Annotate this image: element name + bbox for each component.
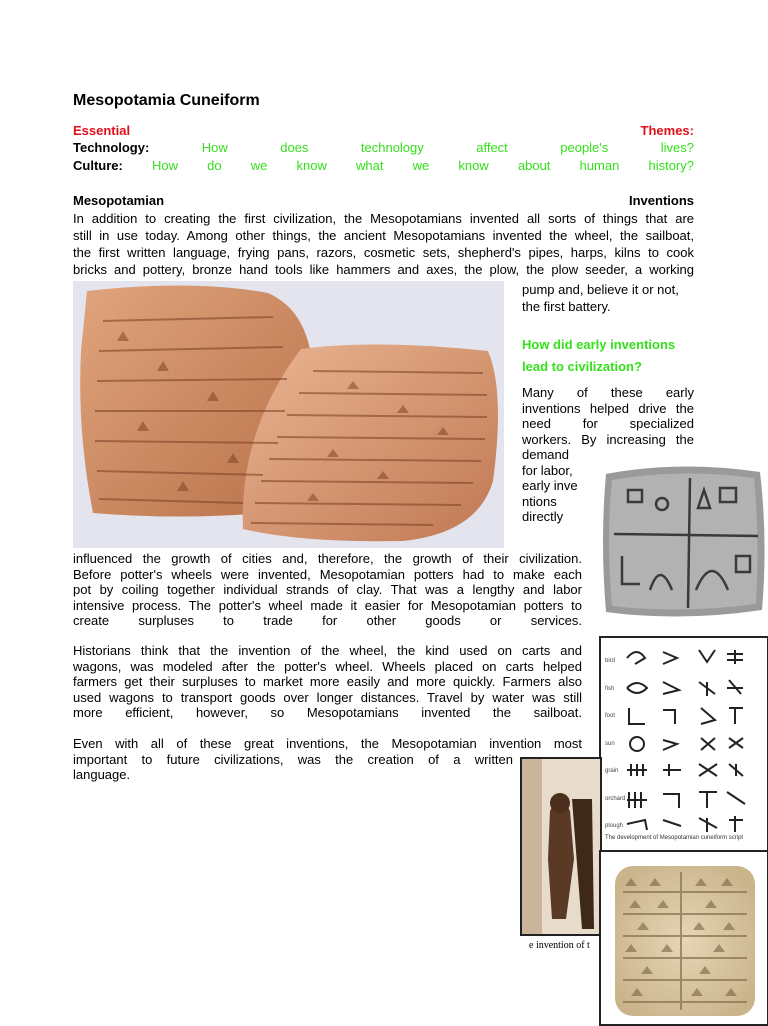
technology-word: people's xyxy=(560,140,609,155)
intro-line: the first written language, frying pans, razors, cosmetic sets, shepherd's pipes, harps, kilns to cook xyxy=(73,245,694,260)
culture-word: what xyxy=(356,158,384,173)
row-label: foot xyxy=(605,713,616,719)
final-paragraph xyxy=(73,736,582,783)
culture-word: do xyxy=(207,158,222,173)
technology-word: does xyxy=(280,140,309,155)
row-label: sun xyxy=(605,740,615,747)
wheel-paragraph xyxy=(73,643,582,721)
culture-word: we xyxy=(412,158,430,173)
row-label: bird xyxy=(605,658,616,664)
intro-line: bricks and pottery, bronze hand tools like hammers and axes, the plow, the plow seeder, a working xyxy=(73,262,694,277)
row-label: orchard xyxy=(605,795,626,802)
body-line: Before potter's wheels were invented, Mesopotamian potters had to make each xyxy=(73,566,582,582)
pictographic-tablet-image xyxy=(600,460,768,622)
intro-line: still in use today. Among other things, the ancient Mesopotamians invented the wheel, the sailboat, xyxy=(73,228,694,243)
technology-word: How xyxy=(201,140,228,155)
culture-word: How xyxy=(151,158,178,173)
section-heading-left: Mesopotamian xyxy=(73,193,165,208)
page-title: Mesopotamia Cuneiform xyxy=(73,92,260,109)
intro-paragraph xyxy=(73,210,694,278)
body-line: pot by coiling together individual strands of clay. That was a lengthy and labor xyxy=(73,582,582,597)
narrow-column xyxy=(522,447,600,525)
statue-image xyxy=(520,757,602,936)
chart-caption: The development of Mesopotamian cuneiform script xyxy=(605,835,744,841)
culture-word: human xyxy=(579,158,620,173)
final-line: Even with all of these great inventions, the Mesopotamian invention most xyxy=(73,736,582,751)
wheel-line: used wagons to transport goods over longer distances. Travel by water was still xyxy=(73,689,582,705)
right-line: need for specialized xyxy=(522,416,694,431)
technology-word: lives? xyxy=(660,140,694,155)
intro-line: In addition to creating the first civilization, the Mesopotamians invented all sorts of things that are xyxy=(73,211,694,226)
question-line: How did early inventions xyxy=(522,337,676,352)
culture-row xyxy=(73,157,694,175)
essential-label: Essential xyxy=(73,123,131,138)
culture-word: know xyxy=(296,158,327,173)
image-caption: e invention of t xyxy=(529,940,590,951)
culture-word: know xyxy=(458,158,489,173)
final-line: important to future civilizations, was the creation of a written xyxy=(73,751,513,767)
themes-label: Themes: xyxy=(640,123,694,138)
clay-tablets-image xyxy=(73,281,504,548)
wheel-line: more efficient, however, so Mesopotamians invented the sailboat. xyxy=(73,705,582,720)
wheel-line: farmers get their surpluses to market more easily and more quickly. Farmers also xyxy=(73,674,582,689)
technology-label: Technology: xyxy=(73,140,150,155)
culture-word: about xyxy=(517,158,551,173)
intro-line: the first battery. xyxy=(522,299,611,314)
body-line: intensive process. The potter's wheel made it easier for Mesopotamian potters to xyxy=(73,597,582,613)
intro-line: pump and, believe it or not, xyxy=(522,282,679,297)
body-line: influenced the growth of cities and, therefore, the growth of their civilization. xyxy=(73,551,582,566)
row-label: fish xyxy=(605,685,615,692)
wheel-line: wagons, was modeled after the potter's wheel. Wheels placed on carts helped xyxy=(73,658,582,674)
technology-row xyxy=(73,139,694,157)
narrow-line: ntions xyxy=(522,493,557,509)
right-line: inventions helped drive the xyxy=(522,400,694,416)
narrow-line: directly xyxy=(522,509,564,524)
essential-themes-row xyxy=(73,122,694,140)
final-line: language. xyxy=(73,767,131,782)
culture-label: Culture: xyxy=(73,158,123,173)
right-line: workers. By increasing the xyxy=(522,431,694,447)
section-heading xyxy=(73,192,694,210)
narrow-line: for labor, xyxy=(522,462,573,478)
narrow-line: early inve xyxy=(522,478,578,493)
culture-word: history? xyxy=(648,158,694,173)
technology-word: affect xyxy=(476,140,508,155)
wheel-line: Historians think that the invention of the wheel, the kind used on carts and xyxy=(73,643,582,658)
right-line: Many of these early xyxy=(522,385,694,400)
cuneiform-development-chart xyxy=(599,636,768,852)
cuneiform-clay-tablet-image xyxy=(599,850,768,1026)
row-label: grain xyxy=(605,768,619,774)
technology-word: technology xyxy=(360,140,424,155)
culture-word: we xyxy=(250,158,268,173)
right-column-paragraph xyxy=(522,385,694,447)
section-heading-right: Inventions xyxy=(628,193,694,208)
body-paragraph xyxy=(73,551,582,629)
row-label: plough xyxy=(605,823,624,829)
intro-paragraph-continued xyxy=(522,281,694,315)
question-line: lead to civilization? xyxy=(522,359,642,374)
inventions-question xyxy=(522,334,675,378)
body-line: create surpluses to trade for other goods or services. xyxy=(73,613,582,628)
narrow-line: demand xyxy=(522,447,569,462)
